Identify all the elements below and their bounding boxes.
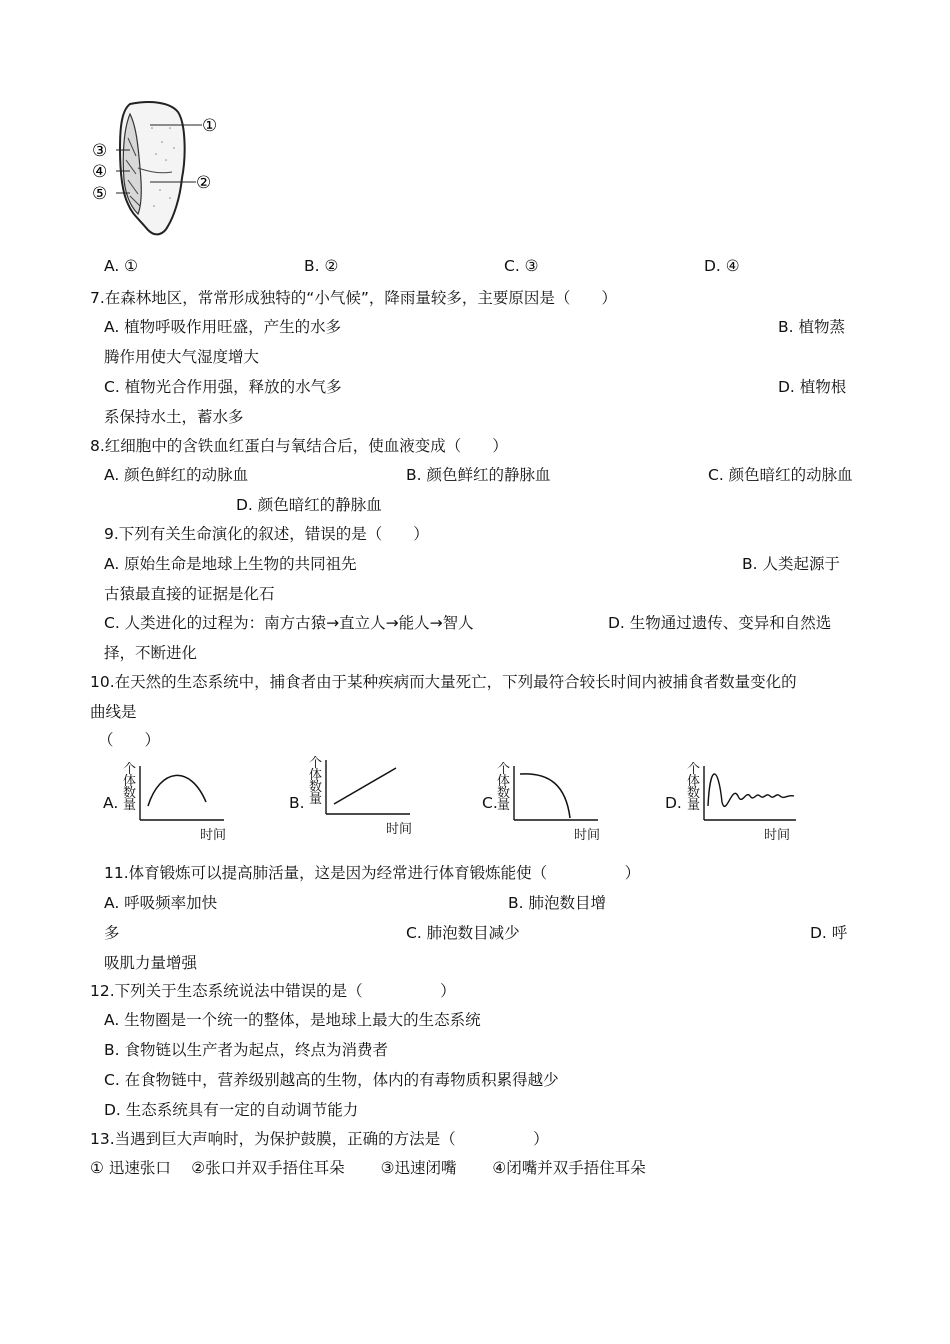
q7-option-b-cont[interactable]: 腾作用使大气湿度增大 — [104, 348, 260, 366]
q11-stem: 11.体育锻炼可以提高肺活量，这是因为经常进行体育锻炼能使（ ） — [104, 864, 641, 882]
q6-option-d[interactable]: D. ④ — [704, 257, 740, 275]
q10-option-b-letter[interactable]: B. — [289, 794, 305, 812]
q8-stem: 8.红细胞中的含铁血红蛋白与氧结合后，使血液变成（ ） — [90, 437, 508, 455]
q12-option-d[interactable]: D. 生态系统具有一定的自动调节能力 — [104, 1101, 359, 1119]
q7-stem: 7.在森林地区，常常形成独特的“小气候”，降雨量较多，主要原因是（ ） — [90, 289, 617, 307]
q10-option-d-letter[interactable]: D. — [665, 794, 682, 812]
q10-graph-a[interactable] — [120, 762, 250, 842]
q11-option-c[interactable]: C. 肺泡数目减少 — [406, 924, 520, 942]
q8-option-b[interactable]: B. 颜色鲜红的静脉血 — [406, 466, 551, 484]
q13-stem: 13.当遇到巨大声响时，为保护鼓膜，正确的方法是（ ） — [90, 1130, 549, 1148]
q6-option-b[interactable]: B. ② — [304, 257, 339, 275]
q10-graph-c-xlabel: 时间 — [574, 828, 601, 843]
q10-curve-a — [148, 775, 206, 806]
q8-option-d[interactable]: D. 颜色暗红的静脉血 — [236, 496, 382, 514]
q10-graph-a-ylabel: 个体数量 — [123, 762, 137, 813]
q7-option-d[interactable]: D. 植物根 — [778, 378, 847, 396]
q10-curve-d — [708, 774, 794, 806]
q12-stem: 12.下列关于生态系统说法中错误的是（ ） — [90, 982, 456, 1000]
seed-label-3: ③ — [92, 141, 108, 161]
q7-option-b[interactable]: B. 植物蒸 — [778, 318, 845, 336]
q10-curve-b — [334, 768, 396, 804]
q10-curve-c — [520, 774, 570, 818]
q10-stem-cont: 曲线是 — [90, 703, 137, 721]
q7-option-a[interactable]: A. 植物呼吸作用旺盛，产生的水多 — [104, 318, 342, 336]
seed-label-2: ② — [196, 173, 212, 193]
q10-option-c-letter[interactable]: C. — [482, 794, 498, 812]
q12-option-c[interactable]: C. 在食物链中，营养级别越高的生物，体内的有毒物质积累得越少 — [104, 1071, 559, 1089]
q9-option-d[interactable]: D. 生物通过遗传、变异和自然选 — [608, 614, 832, 632]
q10-graph-d-xlabel: 时间 — [764, 828, 791, 843]
q9-stem: 9.下列有关生命演化的叙述，错误的是（ ） — [104, 525, 429, 543]
q11-option-d-cont[interactable]: 吸肌力量增强 — [104, 954, 198, 972]
q10-graph-b-xlabel: 时间 — [386, 822, 413, 837]
q11-option-b[interactable]: B. 肺泡数目增 — [508, 894, 606, 912]
q8-option-a[interactable]: A. 颜色鲜红的动脉血 — [104, 466, 249, 484]
q6-option-a[interactable]: A. ① — [104, 257, 139, 275]
q10-graph-c[interactable] — [494, 762, 624, 842]
q10-graph-a-xlabel: 时间 — [200, 828, 227, 843]
q9-option-c[interactable]: C. 人类进化的过程为：南方古猿→直立人→能人→智人 — [104, 614, 474, 632]
q7-option-c[interactable]: C. 植物光合作用强，释放的水气多 — [104, 378, 342, 396]
q7-option-d-cont[interactable]: 系保持水土，蓄水多 — [104, 408, 244, 426]
q9-option-b[interactable]: B. 人类起源于 — [742, 555, 840, 573]
q9-option-a[interactable]: A. 原始生命是地球上生物的共同祖先 — [104, 555, 357, 573]
seed-diagram — [90, 98, 220, 240]
q9-option-d-cont[interactable]: 择，不断进化 — [104, 644, 198, 662]
q13-choices: ① 迅速张口 ②张口并双手捂住耳朵 ③迅速闭嘴 ④闭嘴并双手捂住耳朵 — [90, 1159, 646, 1177]
q8-option-c[interactable]: C. 颜色暗红的动脉血 — [708, 466, 853, 484]
q11-option-d[interactable]: D. 呼 — [810, 924, 848, 942]
seed-label-4: ④ — [92, 162, 108, 182]
seed-label-1: ① — [202, 116, 218, 136]
q12-option-a[interactable]: A. 生物圈是一个统一的整体，是地球上最大的生态系统 — [104, 1011, 481, 1029]
q12-option-b[interactable]: B. 食物链以生产者为起点，终点为消费者 — [104, 1041, 388, 1059]
q6-option-c[interactable]: C. ③ — [504, 257, 539, 275]
q9-option-b-cont[interactable]: 古猿最直接的证据是化石 — [104, 585, 275, 603]
q11-option-b-cont[interactable]: 多 — [104, 924, 120, 942]
q10-graph-b-ylabel: 个体数量 — [309, 756, 323, 807]
q10-graph-d[interactable] — [684, 762, 814, 842]
q10-option-a-letter[interactable]: A. — [103, 794, 119, 812]
q10-graph-d-ylabel: 个体数量 — [687, 762, 701, 813]
q10-stem: 10.在天然的生态系统中，捕食者由于某种疾病而大量死亡，下列最符合较长时间内被捕食者数量变化的 — [90, 673, 797, 691]
q10-graph-c-ylabel: 个体数量 — [497, 762, 511, 813]
q11-option-a[interactable]: A. 呼吸频率加快 — [104, 894, 218, 912]
q10-graph-b[interactable] — [306, 756, 436, 836]
seed-label-5: ⑤ — [92, 184, 108, 204]
q10-answer-blank: （ ） — [98, 731, 161, 749]
